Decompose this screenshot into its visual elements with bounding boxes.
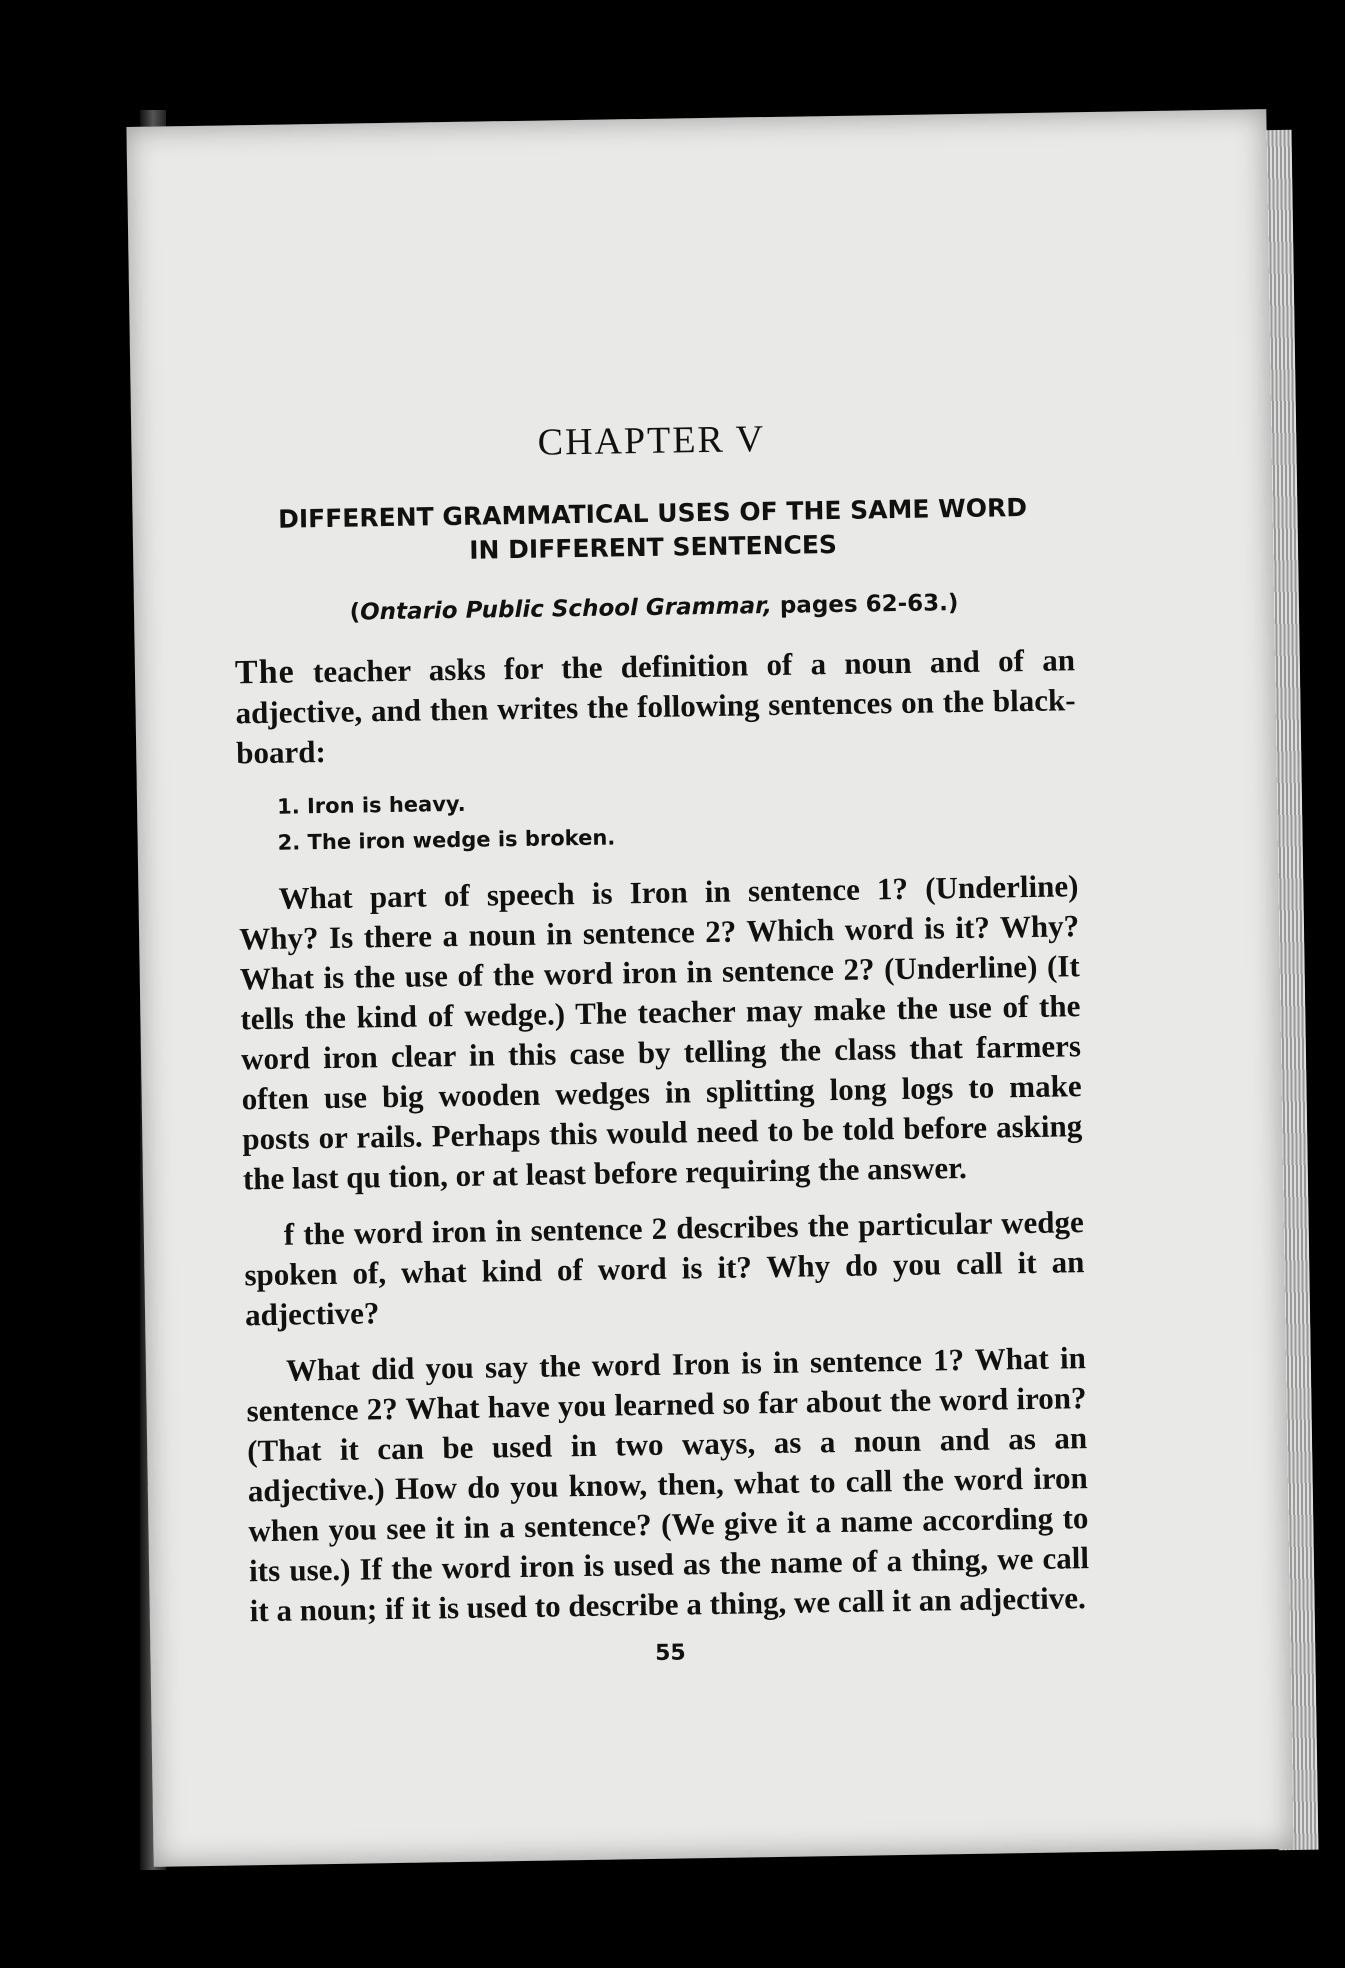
reference-book: Ontario Public School Grammar, (359, 592, 773, 626)
section-heading (232, 490, 1073, 571)
reference-line (234, 588, 1074, 627)
body-paragraph: What part of speech is Iron in sentence 1? (Underline) Why? Is there a noun in sentence 2? Which word is it? Why? What is the use of the word iron in sentence 2? (Underline) (It tells the kind of wedge.) The teacher may make the use of the word iron clear in this case by telling the class that farmers often use big wooden wedges in splitting long logs to make posts or rails. Perhaps this would need to be told before asking the last qu tion, or at least before requiring the answer. (238, 868, 1083, 1197)
example-sentences (277, 776, 1078, 861)
page-number: 55 (654, 1640, 686, 1666)
body-paragraph: f the word iron in sentence 2 describes the particular wedge spoken of, what kind of word is it? Why do you call it an adjective? (244, 1204, 1085, 1333)
example-sentence: 2. The iron wedge is broken. (277, 825, 616, 855)
page-content (231, 412, 1090, 1672)
intro-text: teacher asks for the definition of a noun and of an adjective, and then writes the following sentences on the black-board: (235, 642, 1076, 771)
example-sentence: 1. Iron is heavy. (276, 791, 466, 819)
reference-open: ( (349, 599, 361, 626)
chapter-title: CHAPTER V (537, 418, 766, 464)
reference-pages: pages 62-63.) (779, 590, 959, 619)
heading-line-1: DIFFERENT GRAMMATICAL USES OF THE SAME WORD (277, 492, 1028, 534)
book-page (126, 109, 1293, 1867)
intro-dropcap: The (234, 653, 295, 692)
body-paragraph: What did you say the word Iron is in sentence 1? What in sentence 2? What have you learned so far about the word iron? (That it can be used in two ways, as a noun and as an adjective.) How do you know, then, what to call the word iron when you see it in a sentence? (We give it a name according to its use.) If the word iron is used as the name of a thing, we call it a noun; if it is used to describe a thing, we call it an adjective. (246, 1340, 1090, 1629)
heading-line-2: IN DIFFERENT SENTENCES (469, 529, 838, 565)
intro-paragraph (235, 640, 1077, 773)
